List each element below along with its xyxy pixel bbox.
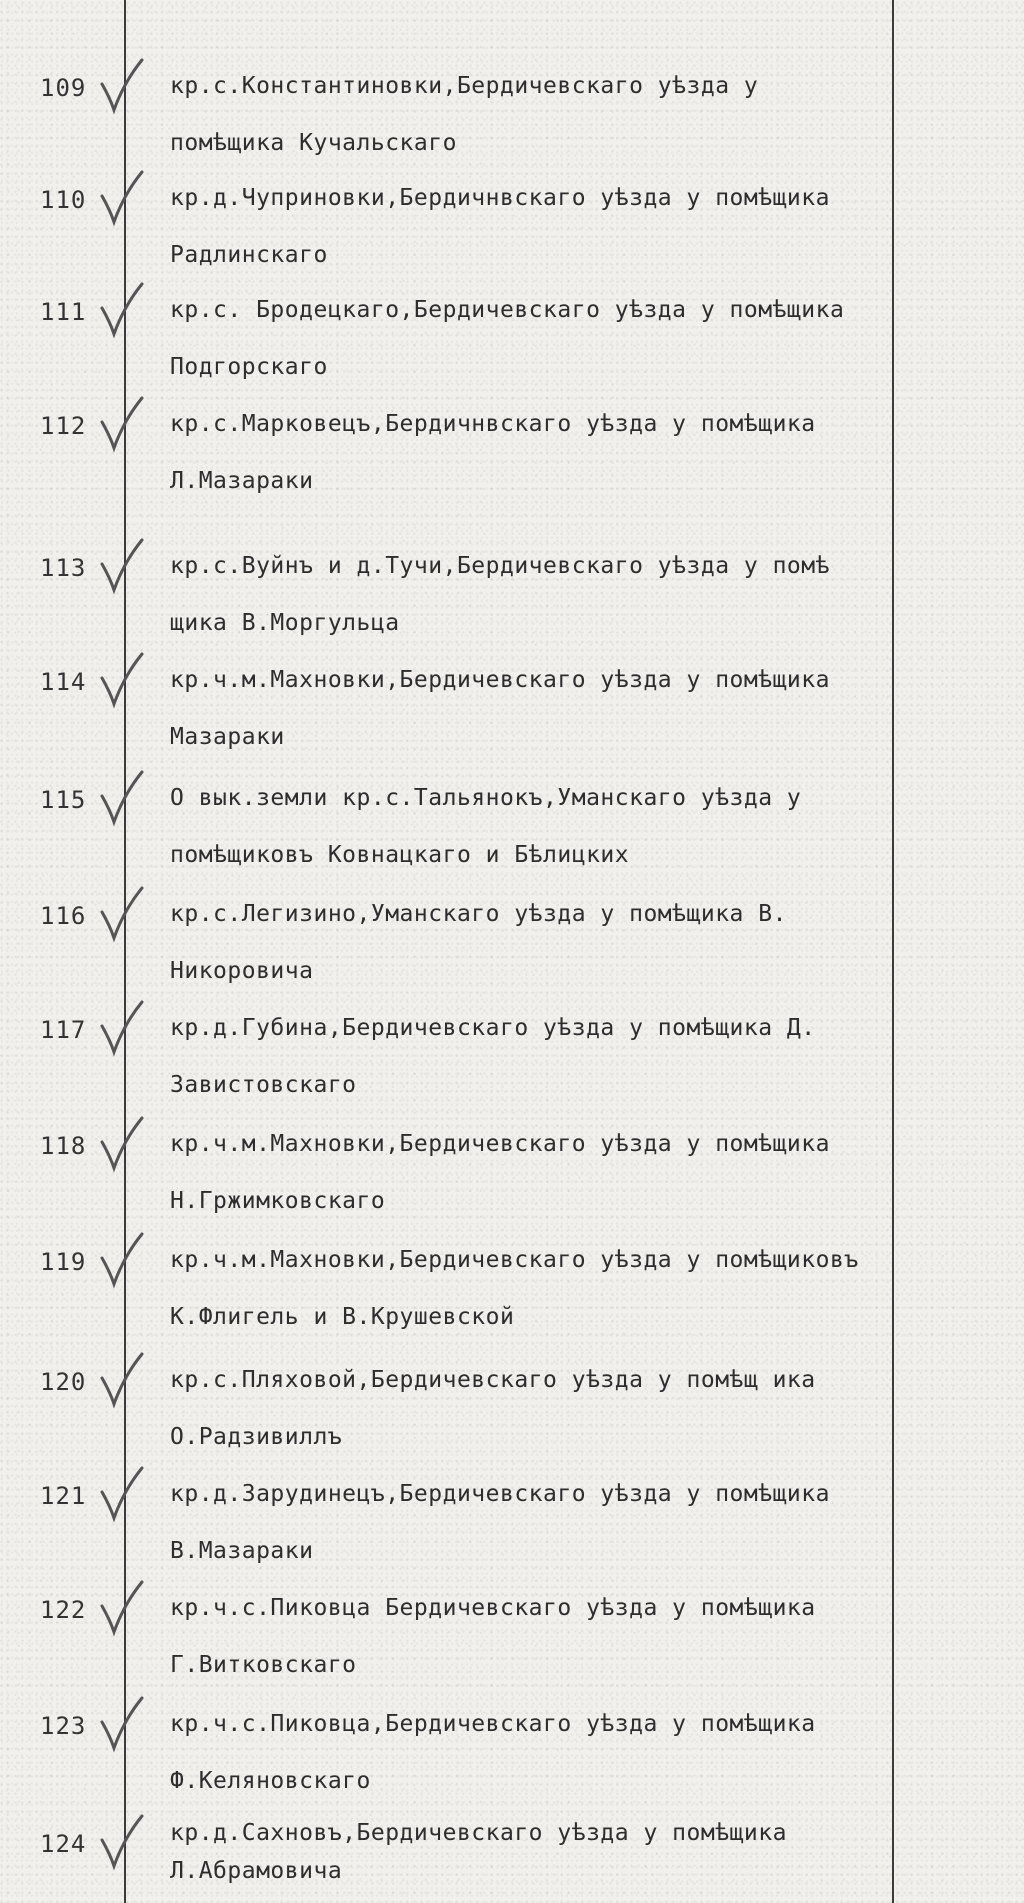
- entry-text: [170, 1696, 890, 1810]
- checkmark-icon: [98, 396, 150, 454]
- checkmark-icon: [98, 1466, 150, 1524]
- entry-number: 118: [40, 1132, 87, 1160]
- entry-number: 111: [40, 298, 87, 326]
- entry-112: [0, 410, 1024, 522]
- entry-line-1: кр.д.Губина,Бердичевскаго уѣзда у помѣщика Д.: [170, 1015, 816, 1041]
- entry-text: [170, 1352, 890, 1466]
- entry-line-1: кр.с.Легизино,Уманскаго уѣзда у помѣщика В.: [170, 901, 787, 927]
- entry-text: [170, 886, 890, 1000]
- entry-text: [170, 1116, 890, 1230]
- entry-line-2: Л.Мазараки: [170, 468, 314, 494]
- entry-123: [0, 1710, 1024, 1822]
- checkmark-icon: [98, 886, 150, 944]
- entry-text: [170, 396, 890, 510]
- checkmark-icon: [98, 170, 150, 228]
- entry-text: [170, 58, 890, 172]
- entry-text: [170, 1000, 890, 1114]
- entry-line-2: помѣщика Кучальскаго: [170, 130, 457, 156]
- checkmark-icon: [98, 1580, 150, 1638]
- checkmark-icon: [98, 1352, 150, 1410]
- entry-number: 116: [40, 902, 87, 930]
- entry-117: [0, 1014, 1024, 1126]
- entry-text: [170, 1466, 890, 1580]
- entry-line-2: Радлинскаго: [170, 242, 328, 268]
- entry-line-1: кр.с.Константиновки,Бердичевскаго уѣзда у: [170, 73, 759, 99]
- entry-line-2: В.Мазараки: [170, 1538, 314, 1564]
- entry-line-1: кр.д.Зарудинецъ,Бердичевскаго уѣзда у помѣщика: [170, 1481, 830, 1507]
- entry-number: 115: [40, 786, 87, 814]
- entry-text: [170, 1232, 890, 1346]
- entry-line-1: кр.д.Чуприновки,Бердичнвскаго уѣзда у помѣщика: [170, 185, 830, 211]
- entry-line-2: Мазараки: [170, 724, 285, 750]
- entry-113: [0, 552, 1024, 664]
- entry-text: [170, 1814, 890, 1890]
- entry-line-2: щика В.Моргульца: [170, 610, 400, 636]
- entry-line-2: Подгорскаго: [170, 354, 328, 380]
- entry-number: 120: [40, 1368, 87, 1396]
- entry-line-1: кр.ч.м.Махновки,Бердичевскаго уѣзда у помѣщика: [170, 667, 830, 693]
- entry-line-2: Н.Гржимковскаго: [170, 1188, 386, 1214]
- entry-line-1: кр.д.Сахновъ,Бердичевскаго уѣзда у помѣщика: [170, 1820, 787, 1846]
- entry-116: [0, 900, 1024, 1012]
- entry-line-2: Завистовскаго: [170, 1072, 357, 1098]
- checkmark-icon: [98, 1000, 150, 1058]
- entry-line-1: кр.с.Вуйнъ и д.Тучи,Бердичевскаго уѣзда у помѣ: [170, 553, 830, 579]
- entry-text: [170, 652, 890, 766]
- entry-line-1: О вык.земли кр.с.Тальянокъ,Уманскаго уѣзда у: [170, 785, 802, 811]
- entry-line-1: кр.с. Бродецкаго,Бердичевскаго уѣзда у помѣщика: [170, 297, 845, 323]
- entry-line-2: К.Флигель и В.Крушевской: [170, 1304, 515, 1330]
- checkmark-icon: [98, 58, 150, 116]
- entry-line-2: Никоровича: [170, 958, 314, 984]
- entry-number: 117: [40, 1016, 87, 1044]
- entry-line-2: Л.Абрамовича: [170, 1858, 343, 1884]
- entry-line-2: Ф.Келяновскаго: [170, 1768, 371, 1794]
- entry-text: [170, 770, 890, 884]
- entry-number: 122: [40, 1596, 87, 1624]
- entry-number: 123: [40, 1712, 87, 1740]
- entry-118: [0, 1130, 1024, 1242]
- entry-number: 121: [40, 1482, 87, 1510]
- entry-number: 114: [40, 668, 87, 696]
- checkmark-icon: [98, 1696, 150, 1754]
- checkmark-icon: [98, 770, 150, 828]
- entry-number: 112: [40, 412, 87, 440]
- entry-text: [170, 170, 890, 284]
- entry-line-2: Г.Витковскаго: [170, 1652, 357, 1678]
- entry-115: [0, 784, 1024, 896]
- entry-109: [0, 72, 1024, 184]
- entry-number: 110: [40, 186, 87, 214]
- checkmark-icon: [98, 1116, 150, 1174]
- entry-line-2: помѣщиковъ Ковнацкаго и Бѣлицких: [170, 842, 630, 868]
- entry-line-1: кр.ч.с.Пиковца,Бердичевскаго уѣзда у помѣщика: [170, 1711, 816, 1737]
- entry-number: 124: [40, 1830, 87, 1858]
- checkmark-icon: [98, 1814, 150, 1872]
- entry-line-2: О.Радзивиллъ: [170, 1424, 343, 1450]
- entry-111: [0, 296, 1024, 408]
- checkmark-icon: [98, 282, 150, 340]
- entry-line-1: кр.с.Пляховой,Бердичевскаго уѣзда у помѣщ ика: [170, 1367, 816, 1393]
- entry-line-1: кр.с.Марковецъ,Бердичнвскаго уѣзда у помѣщика: [170, 411, 816, 437]
- entry-110: [0, 184, 1024, 296]
- entry-line-1: кр.ч.м.Махновки,Бердичевскаго уѣзда у помѣщика: [170, 1131, 830, 1157]
- entry-122: [0, 1594, 1024, 1706]
- entry-124: [0, 1820, 1024, 1903]
- checkmark-icon: [98, 538, 150, 596]
- entry-121: [0, 1480, 1024, 1592]
- entry-text: [170, 538, 890, 652]
- entry-text: [170, 282, 890, 396]
- entry-number: 109: [40, 74, 87, 102]
- checkmark-icon: [98, 652, 150, 710]
- entry-line-1: кр.ч.с.Пиковца Бердичевскаго уѣзда у помѣщика: [170, 1595, 816, 1621]
- checkmark-icon: [98, 1232, 150, 1290]
- entry-119: [0, 1246, 1024, 1358]
- entry-number: 113: [40, 554, 87, 582]
- entry-number: 119: [40, 1248, 87, 1276]
- entry-120: [0, 1366, 1024, 1478]
- entry-text: [170, 1580, 890, 1694]
- entry-line-1: кр.ч.м.Махновки,Бердичевскаго уѣзда у помѣщиковъ: [170, 1247, 859, 1273]
- entry-114: [0, 666, 1024, 778]
